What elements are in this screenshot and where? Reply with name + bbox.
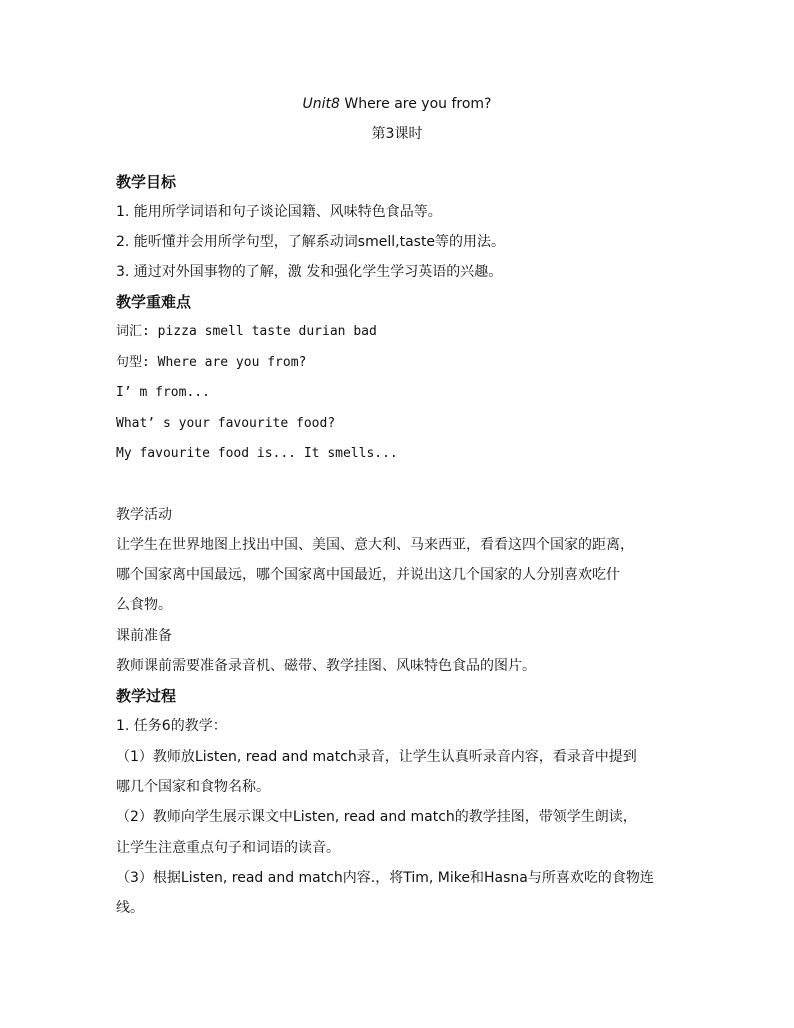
- process-line: 线。: [116, 900, 144, 916]
- title-rest: Where are you from?: [339, 96, 492, 112]
- objective-item: 2. 能听懂并会用所学句型，了解系动词smell,taste等的用法。: [116, 234, 506, 250]
- vocab-line: 词汇: pizza smell taste durian bad: [116, 324, 377, 339]
- process-line: 让学生注意重点句子和词语的读音。: [116, 840, 340, 856]
- activities-line: 让学生在世界地图上找出中国、美国、意大利、马来西亚，看看这四个国家的距离，: [116, 537, 634, 553]
- objective-item: 1. 能用所学词语和句子谈论国籍、风味特色食品等。: [116, 204, 442, 220]
- activities-heading: 教学活动: [116, 507, 172, 523]
- process-line: （1）教师放Listen, read and match录音，让学生认真听录音内容，看录音中提到: [116, 749, 637, 765]
- activities-line: 么食物。: [116, 597, 172, 613]
- process-line: （2）教师向学生展示课文中Listen, read and match的教学挂图，带领学生朗读，: [116, 809, 637, 825]
- sentence-line: What’ s your favourite food?: [116, 416, 336, 431]
- sentence-line: My favourite food is... It smells...: [116, 446, 398, 461]
- objective-item: 3. 通过对外国事物的了解，激 发和强化学生学习英语的兴趣。: [116, 264, 503, 280]
- title-unit: Unit8: [302, 96, 340, 112]
- key-points-heading: 教学重难点: [116, 293, 192, 311]
- process-line: （3）根据Listen, read and match内容.，将Tim, Mike和Hasna与所喜欢吃的食物连: [116, 870, 654, 886]
- activities-line: 哪个国家离中国最远，哪个国家离中国最近，并说出这几个国家的人分别喜欢吃什: [116, 567, 620, 583]
- sentence-line: I’ m from...: [116, 385, 210, 400]
- preparation-heading: 课前准备: [116, 628, 172, 644]
- document-subtitle: 第3课时: [371, 126, 423, 142]
- process-heading: 教学过程: [116, 687, 177, 705]
- process-line: 哪几个国家和食物名称。: [116, 779, 270, 795]
- preparation-text: 教师课前需要准备录音机、磁带、教学挂图、风味特色食品的图片。: [116, 658, 536, 674]
- sentence-pattern-line: 句型: Where are you from?: [116, 355, 307, 370]
- process-step-1: 1. 任务6的教学：: [116, 718, 227, 734]
- document-title: [0, 94, 794, 114]
- objectives-heading: 教学目标: [116, 173, 177, 191]
